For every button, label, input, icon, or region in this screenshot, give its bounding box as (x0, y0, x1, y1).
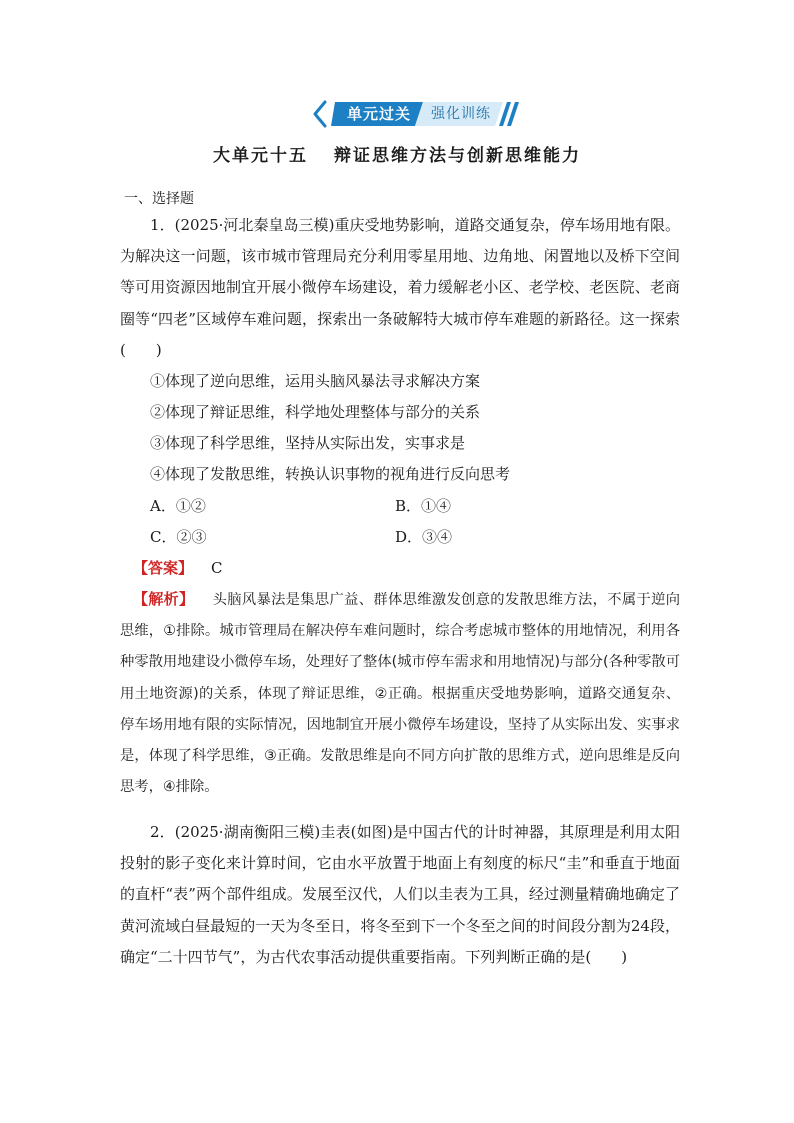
choice-b: B．①④ (395, 497, 452, 515)
title-topic: 辩证思维方法与创新思维能力 (334, 146, 581, 166)
analysis-paragraph (120, 584, 680, 803)
title-unit: 大单元十五 (213, 146, 308, 166)
statement-4: ④体现了发散思维，转换认识事物的视角进行反向思考 (150, 465, 511, 483)
question-2-stem (120, 817, 680, 973)
statement-3: ③体现了科学思维，坚持从实际出发，实事求是 (150, 434, 466, 452)
banner-secondary-label: 强化训练 (431, 106, 491, 122)
choice-d: D．③④ (395, 528, 453, 546)
answer-tag: 【答案】 (133, 559, 194, 577)
analysis-tag: 【解析】 (133, 590, 195, 608)
answer-value: C (211, 559, 223, 577)
question-1-text: 1．(2025·河北秦皇岛三模)重庆受地势影响，道路交通复杂，停车场用地有限。为解决这一问题，该市城市管理局充分利用零星用地、边角地、闲置地以及桥下空间等可用资源因地制宜开展小微停车场建设，着力缓解老小区、老学校、老医院、老商圈等“四老”区域停车难问题，探索出一条破解特大城市停车难题的新路径。这一探索( ) (120, 216, 680, 359)
choice-a: A．①② (150, 497, 206, 515)
section-heading: 一、选择题 (124, 191, 194, 207)
analysis-text: 头脑风暴法是集思广益、群体思维激发创意的发散思维方法，不属于逆向思维，①排除。城市管理局在解决停车难问题时，综合考虑城市整体的用地情况，利用各种零散用地建设小微停车场，处理好了整体(城市停车需求和用地情况)与部分(各种零散可用土地资源)的关系，体现了辩证思维，②正确。根据重庆受地势影响，道路交通复杂、停车场用地有限的实际情况，因地制宜开展小微停车场建设，坚持了从实际出发、实事求是，体现了科学思维，③正确。发散思维是向不同方向扩散的思维方式，逆向思维是反向思考，④排除。 (120, 592, 681, 796)
answer-row (133, 558, 223, 578)
statement-1: ①体现了逆向思维，运用头脑风暴法寻求解决方案 (150, 372, 481, 390)
statement-2: ②体现了辩证思维，科学地处理整体与部分的关系 (150, 403, 481, 421)
page-title (0, 141, 794, 166)
left-chevron-icon (315, 102, 325, 126)
question-2-text: 2．(2025·湖南衡阳三模)圭表(如图)是中国古代的计时神器，其原理是利用太阳投射的影子变化来计算时间，它由水平放置于地面上有刻度的标尺“圭”和垂直于地面的直杆“表”两个部件组成。发展至汉代，人们以圭表为工具，经过测量精确地确定了黄河流域白昼最短的一天为冬至日，将冬至到下一个冬至之间的时间段分割为24段，确定“二十四节气”，为古代农事活动提供重要指南。下列判断正确的是( ) (120, 823, 680, 966)
choice-c: C．②③ (150, 528, 207, 546)
question-1-stem (120, 210, 680, 366)
unit-banner (311, 98, 521, 130)
banner-primary-label: 单元过关 (346, 105, 411, 123)
